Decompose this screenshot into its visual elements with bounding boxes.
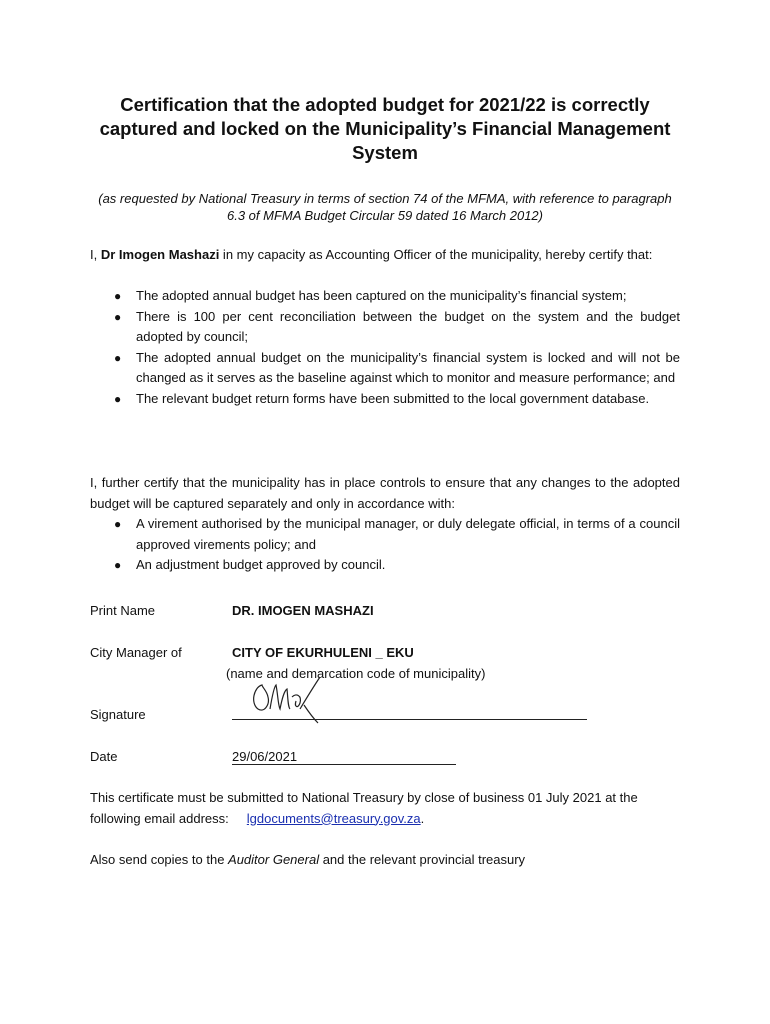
email-link[interactable]: lgdocuments@treasury.gov.za (246, 810, 421, 826)
list-item (90, 286, 680, 307)
bullet-icon: ● (114, 350, 122, 365)
bullet-icon: ● (114, 517, 122, 531)
list-item (90, 555, 680, 576)
list-item-text: There is 100 per cent reconciliation between the budget on the system and the budget adopted by council; (136, 308, 680, 344)
date-label: Date (90, 749, 118, 764)
intro-paragraph (90, 245, 680, 266)
list-item-text: The relevant budget return forms have been submitted to the local government database. (136, 390, 650, 406)
intro-suffix: in my capacity as Accounting Officer of the municipality, hereby certify that: (219, 247, 653, 262)
city-manager-label: City Manager of (90, 645, 182, 660)
city-manager-value: CITY OF EKURHULENI _ EKU (232, 645, 414, 660)
list-item (90, 307, 680, 348)
copies-prefix: Also send copies to the (90, 852, 229, 867)
print-name-value: DR. IMOGEN MASHAZI (232, 603, 374, 618)
signature-label: Signature (90, 707, 146, 722)
submission-paragraph (90, 788, 680, 829)
copies-suffix: and the relevant provincial treasury (319, 852, 526, 867)
list-item-text: The adopted annual budget has been captured on the municipality’s financial system; (136, 288, 627, 303)
date-value: 29/06/2021 (232, 749, 298, 764)
list-item (90, 348, 680, 389)
further-paragraph: I, further certify that the municipality has in place controls to ensure that any changes to the adopted budget will be captured separately and only in accordance with: (90, 475, 680, 511)
list-item-text: The adopted annual budget on the municipality’s financial system is locked and will not be changed as it serves as the baseline against which to monitor and measure performance; and (136, 349, 680, 385)
list-item-text: A virement authorised by the municipal manager, or duly delegate official, in terms of a council approved virements policy; and (136, 516, 680, 552)
bullet-icon: ● (114, 391, 122, 406)
certify-list (90, 286, 680, 409)
submission-period: . (420, 810, 425, 826)
document-subtitle: (as requested by National Treasury in terms of section 74 of the MFMA, with reference to paragraph 6.3 of MFMA Budget Circular 59 dated 16 March 2012) (98, 191, 672, 223)
auditor-general: Auditor General (228, 852, 320, 867)
list-item (90, 389, 680, 410)
date-line (232, 764, 456, 765)
print-name-label: Print Name (90, 603, 156, 618)
intro-prefix: I, (90, 247, 101, 262)
municipality-note: (name and demarcation code of municipality) (226, 666, 486, 681)
signature-image (240, 675, 330, 725)
copies-paragraph (90, 850, 680, 871)
bullet-icon: ● (114, 558, 122, 572)
document-title: Certification that the adopted budget for 2021/22 is correctly captured and locked on the Municipality’s Financial Management System (99, 94, 671, 163)
list-item-text: An adjustment budget approved by council. (136, 557, 386, 572)
bullet-icon: ● (114, 289, 122, 303)
signature-line (232, 719, 587, 720)
bullet-icon: ● (114, 309, 122, 324)
further-list (90, 514, 680, 576)
officer-name: Dr Imogen Mashazi (100, 247, 220, 262)
submission-text: This certificate must be submitted to National Treasury by close of business 01 July 2021 at the following email address: (90, 790, 638, 826)
list-item (90, 514, 680, 555)
